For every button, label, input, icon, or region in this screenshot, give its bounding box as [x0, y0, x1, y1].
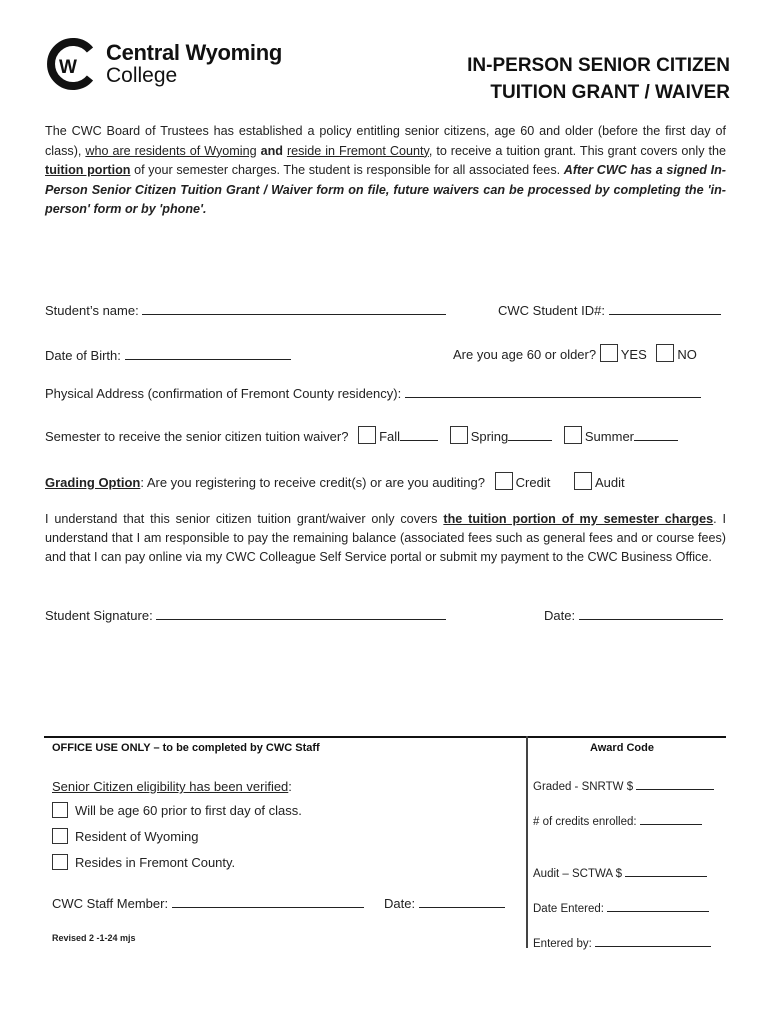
- eligibility-verified-label: Senior Citizen eligibility has been verified: [52, 779, 289, 794]
- address-label: Physical Address (confirmation of Fremont County residency):: [45, 386, 402, 401]
- date-entered-field[interactable]: [607, 898, 709, 912]
- check-fremont-row: [52, 854, 235, 870]
- audit-label: Audit: [594, 475, 625, 490]
- audit-code-field[interactable]: [625, 863, 707, 877]
- form-title: [467, 52, 730, 106]
- grading-row: [45, 472, 625, 490]
- staff-date-field[interactable]: [419, 894, 505, 908]
- check-fremont-label: Resides in Fremont County.: [75, 855, 236, 870]
- form-title-line1: IN-PERSON SENIOR CITIZEN: [467, 55, 730, 76]
- graded-field[interactable]: [636, 776, 714, 790]
- credits-row: [533, 811, 702, 828]
- dob-label: Date of Birth:: [45, 348, 121, 363]
- graded-row: [533, 776, 714, 793]
- staff-member-row: [52, 894, 364, 911]
- student-name-label: Student’s name:: [45, 303, 139, 318]
- policy-text: The CWC Board of Trustees has established a policy entitling senior citizens, age 60 and older (before the first day of class),: [45, 124, 726, 158]
- address-row: [45, 384, 701, 401]
- eligibility-verified: [52, 779, 292, 794]
- eligibility-colon: :: [288, 779, 292, 794]
- ack-text: . I understand that I am responsible to pay the remaining balance (associated fees such as general fees and or course fees) and that I can pay online via my CWC Colleague Self Service portal or submit my payment to the CWC Business Office.: [45, 512, 726, 564]
- check-resident-label: Resident of Wyoming: [75, 829, 199, 844]
- policy-wyoming-residents: who are residents of Wyoming: [85, 143, 257, 158]
- fall-checkbox[interactable]: [358, 426, 376, 444]
- staff-date-row: [384, 894, 505, 911]
- signature-date-field[interactable]: [579, 606, 723, 620]
- summer-checkbox[interactable]: [564, 426, 582, 444]
- credit-label: Credit: [515, 475, 551, 490]
- office-column-divider: [526, 736, 528, 948]
- credit-checkbox[interactable]: [495, 472, 513, 490]
- check-resident-row: [52, 828, 198, 844]
- signature-date-label: Date:: [544, 608, 576, 623]
- semester-label: Semester to receive the senior citizen tuition waiver?: [45, 429, 349, 444]
- age-no-label: NO: [677, 347, 697, 362]
- credits-field[interactable]: [640, 811, 702, 825]
- spring-checkbox[interactable]: [450, 426, 468, 444]
- date-entered-row: [533, 898, 709, 915]
- entered-by-label: Entered by:: [533, 938, 592, 950]
- check-fremont-checkbox[interactable]: [52, 854, 68, 870]
- credits-label: # of credits enrolled:: [533, 816, 637, 828]
- age-question: Are you age 60 or older?: [453, 347, 597, 362]
- audit-code-label: Audit – SCTWA $: [533, 868, 623, 880]
- summer-label: Summer: [584, 429, 635, 444]
- cwc-logo-icon: [44, 36, 100, 92]
- policy-fremont-county: reside in Fremont County: [286, 143, 429, 158]
- spring-label: Spring: [470, 429, 509, 444]
- staff-member-field[interactable]: [172, 894, 364, 908]
- student-name-field[interactable]: [142, 301, 446, 315]
- semester-row: [45, 426, 678, 444]
- office-use-divider: [44, 736, 726, 738]
- spring-field[interactable]: [508, 427, 552, 441]
- student-name-row: [45, 301, 446, 318]
- svg-text:W: W: [59, 57, 77, 78]
- signature-row: [45, 606, 446, 623]
- entered-by-row: [533, 933, 711, 950]
- staff-member-label: CWC Staff Member:: [52, 896, 169, 911]
- form-title-line2: TUITION GRANT / WAIVER: [490, 82, 730, 103]
- student-id-field[interactable]: [609, 301, 721, 315]
- ack-text: I understand that this senior citizen tuition grant/waiver only covers: [45, 512, 444, 526]
- graded-label: Graded - SNRTW $: [533, 781, 634, 793]
- fall-field[interactable]: [400, 427, 438, 441]
- signature-date-row: [544, 606, 723, 623]
- age-row: [453, 344, 697, 362]
- logo-subname: College: [106, 64, 178, 87]
- policy-tuition-portion: tuition portion: [45, 163, 131, 177]
- policy-text: of your semester charges. The student is responsible for all associated fees.: [130, 163, 564, 177]
- age-yes-label: YES: [620, 347, 647, 362]
- student-id-label: CWC Student ID#:: [498, 303, 605, 318]
- policy-text: , to receive a tuition grant. This grant covers only the: [428, 143, 727, 158]
- revision-note: Revised 2 -1-24 mjs: [52, 933, 136, 943]
- grading-question: : Are you registering to receive credit(s) or are you auditing?: [140, 475, 485, 490]
- age-yes-checkbox[interactable]: [600, 344, 618, 362]
- check-resident-checkbox[interactable]: [52, 828, 68, 844]
- grading-option-label: Grading Option: [45, 475, 141, 490]
- entered-by-field[interactable]: [595, 933, 711, 947]
- ack-tuition-portion: the tuition portion of my semester charges: [443, 512, 714, 526]
- check-age-checkbox[interactable]: [52, 802, 68, 818]
- award-code-heading: Award Code: [590, 742, 654, 754]
- dob-row: [45, 346, 291, 363]
- office-use-heading: OFFICE USE ONLY – to be completed by CWC Staff: [52, 742, 320, 754]
- signature-label: Student Signature:: [45, 608, 153, 623]
- student-id-row: [498, 301, 721, 318]
- dob-field[interactable]: [125, 346, 291, 360]
- policy-future-waivers: After CWC has a signed In-Person Senior Citizen Tuition Grant / Waiver form on file, future waivers can be processed by completing the 'in-person' form or by 'phone'.: [45, 163, 726, 216]
- policy-paragraph: [45, 122, 726, 220]
- check-age-row: [52, 802, 302, 818]
- date-entered-label: Date Entered:: [533, 903, 604, 915]
- address-field[interactable]: [405, 384, 701, 398]
- audit-code-row: [533, 863, 707, 880]
- age-no-checkbox[interactable]: [656, 344, 674, 362]
- summer-field[interactable]: [634, 427, 678, 441]
- staff-date-label: Date:: [384, 896, 416, 911]
- audit-checkbox[interactable]: [574, 472, 592, 490]
- policy-and: and: [260, 143, 283, 158]
- acknowledgement-paragraph: [45, 510, 726, 567]
- fall-label: Fall: [379, 429, 401, 444]
- signature-field[interactable]: [156, 606, 446, 620]
- logo-name: Central Wyoming: [106, 40, 283, 65]
- check-age-label: Will be age 60 prior to first day of class.: [75, 803, 302, 818]
